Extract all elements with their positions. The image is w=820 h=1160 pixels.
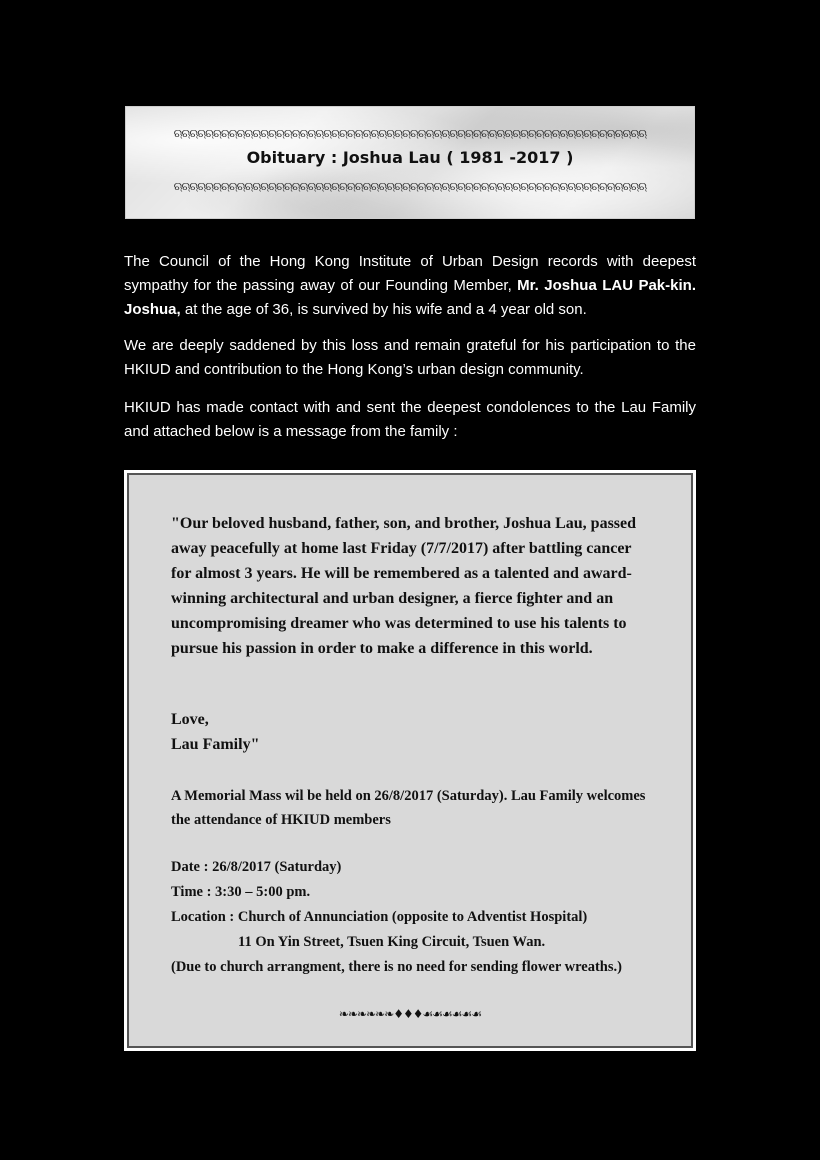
fleuron-divider-icon: ❧❧❧❧❧❧♦♦♦☙☙☙☙☙☙ [338, 1007, 482, 1021]
memorial-mass-notice: A Memorial Mass wil be held on 26/8/2017 (Saturday). Lau Family welcomes the attendance of HKIUD members [171, 788, 646, 828]
signoff-family: Lau Family" [171, 736, 260, 753]
family-quote: "Our beloved husband, father, son, and brother, Joshua Lau, passed away peacefully at home last Friday (7/7/2017) after battling cancer for almost 3 years. He will be remembered as a talented and award-winning architectural and urban designer, a fierce fighter and an uncompromising dreamer who was determined to use his talents to pursue his passion in order to make a difference in this world. [171, 515, 637, 657]
memorial-note: (Due to church arrangment, there is no need for sending flower wreaths.) [171, 959, 622, 975]
memorial-details [171, 855, 671, 980]
intro-text: The Council of the Hong Kong Institute of Urban Design records with deepest sympathy for the passing away of our Founding Member, [124, 253, 696, 294]
ornament-border-icon: ଋଋଋଋଋଋଋଋଋଋଋଋଋଋଋଋଋଋଋଋଋଋଋଋଋଋଋଋଋଋଋଋଋଋଋଋଋଋଋଋଋଋଋଋଋଋଋଋଋଋଋଋଋଋଋଋଋଋଋଋ [173, 127, 647, 140]
intro-text: at the age of 36, is survived by his wife and a 4 year old son. [180, 301, 587, 318]
intro-paragraph-condolence: We are deeply saddened by this loss and remain grateful for his participation to the HKIUD and contribution to the Hong Kong’s urban design community. [124, 337, 696, 378]
intro-paragraph-contact: HKIUD has made contact with and sent the deepest condolences to the Lau Family and attached below is a message from the family : [124, 399, 696, 440]
memorial-time: Time : 3:30 – 5:00 pm. [171, 884, 311, 900]
family-message-panel [127, 473, 693, 1048]
ornament-border-icon: ଋଋଋଋଋଋଋଋଋଋଋଋଋଋଋଋଋଋଋଋଋଋଋଋଋଋଋଋଋଋଋଋଋଋଋଋଋଋଋଋଋଋଋଋଋଋଋଋଋଋଋଋଋଋଋଋଋଋଋଋ [173, 180, 647, 193]
family-signoff [171, 707, 651, 757]
intro-paragraph-council [124, 250, 696, 322]
signoff-love: Love, [171, 711, 209, 728]
memorial-address: 11 On Yin Street, Tsuen King Circuit, Tsuen Wan. [238, 934, 546, 950]
obituary-banner [125, 106, 695, 219]
member-name: Mr. Joshua LAU Pak-kin. Joshua, [124, 277, 696, 318]
page-title: Obituary : Joshua Lau ( 1981 -2017 ) [246, 148, 574, 167]
memorial-date: Date : 26/8/2017 (Saturday) [171, 859, 342, 875]
family-message-box [124, 470, 696, 1051]
memorial-location: Location : Church of Annunciation (opposite to Adventist Hospital) [171, 909, 588, 925]
